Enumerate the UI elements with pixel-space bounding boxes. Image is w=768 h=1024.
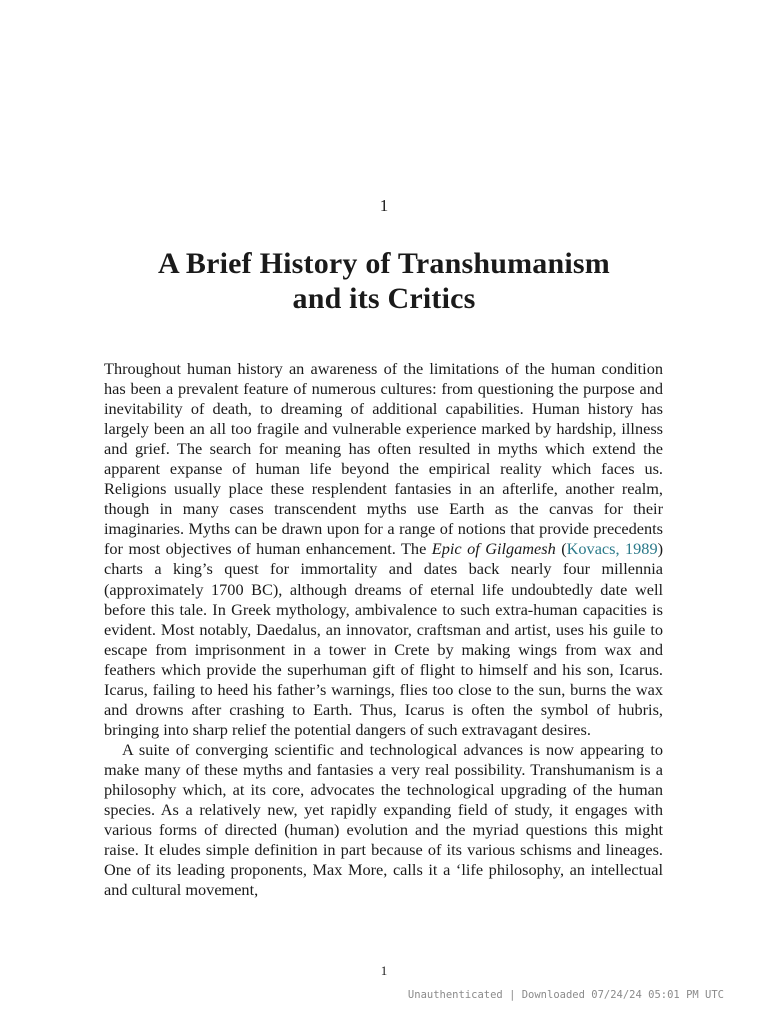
paragraph-2: A suite of converging scientific and technological advances is now appearing to make many of these myths and fantasies a very real possibility. Transhumanism is a philosophy which, at its core, advocates the technological upgrading of the human species. As a relatively new, yet rapidly expanding field of study, it engages with various forms of directed (human) evolution and the myriad questions this might raise. It eludes simple definition in part because of its various schisms and lineages. One of its leading proponents, Max More, calls it a ‘life philosophy, an intellectual and cultural movement, [104, 739, 663, 900]
epic-of-gilgamesh-title: Epic of Gilgamesh [431, 539, 556, 559]
chapter-title [60, 246, 708, 316]
paragraph-1-text-b: ) charts a king’s quest for immortality and dates back nearly four millennia (approximately 1700 BC), although dreams of eternal life undoubtedly date well before this tale. In Greek mythology, ambivalence to such extra-human capacities is evident. Most notably, Daedalus, an innovator, craftsman and artist, uses his guile to escape from imprisonment in a tower in Crete by making wings from wax and feathers which provide the superhuman gift of flight to himself and his son, Icarus. Icarus, failing to heed his father’s warnings, flies too close to the sun, burns the wax and drowns after crashing to Earth. Thus, Icarus is often the symbol of hubris, bringing into sharp relief the potential dangers of such extravagant desires. [104, 539, 664, 739]
chapter-body [104, 359, 663, 900]
page-number: 1 [380, 963, 388, 978]
chapter-title-line-2: and its Critics [292, 282, 476, 315]
paragraph-1-text-a: Throughout human history an awareness of the limitations of the human condition has been a prevalent feature of numerous cultures: from questioning the purpose and inevitability of death, to dreaming of additional capabilities. Human history has largely been an all too fragile and vulnerable experience marked by hardship, illness and grief. The search for meaning has often resulted in myths which extend the apparent expanse of human life beyond the empirical reality which faces us. Religions usually place these resplendent fantasies in an afterlife, another realm, though in many cases transcendent myths use Earth as the canvas for their imaginaries. Myths can be drawn upon for a range of notions that provide precedents for most objectives of human enhancement. The [104, 359, 663, 559]
open-paren: ( [555, 539, 567, 559]
chapter-number: 1 [379, 196, 389, 215]
paragraph-1 [104, 359, 663, 740]
chapter-title-line-1: A Brief History of Transhumanism [158, 247, 610, 280]
download-notice: Unauthenticated | Downloaded 07/24/24 05:01 PM UTC [407, 989, 724, 1001]
citation-link-kovacs-1989[interactable]: Kovacs, 1989 [566, 539, 658, 559]
